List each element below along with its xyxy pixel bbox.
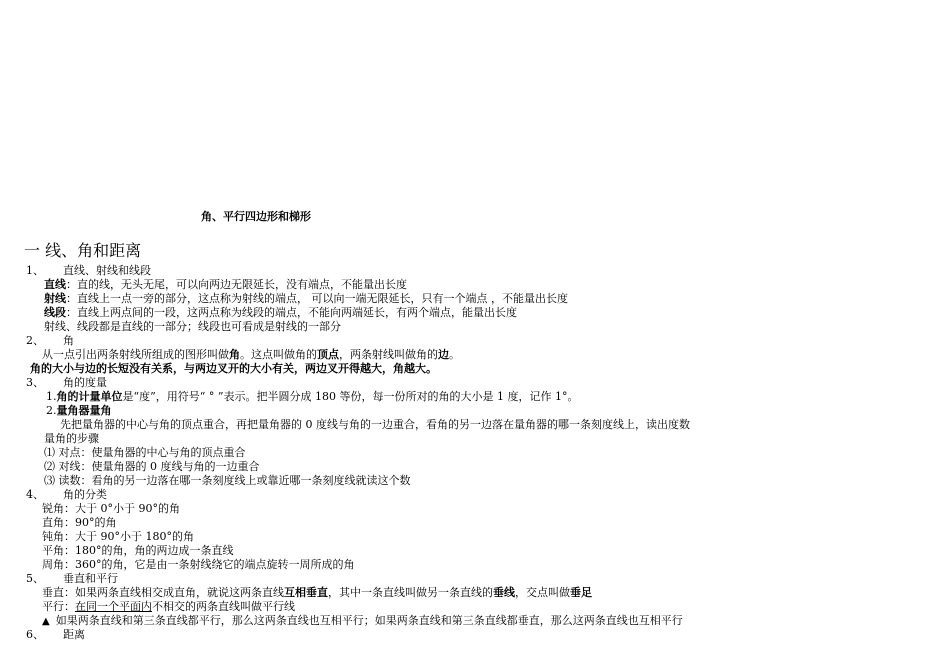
- underlined-text: 在同一个平面内: [75, 600, 152, 613]
- text: 不相交的两条直线叫做平行线: [152, 600, 295, 613]
- item-heading: 距离: [63, 628, 85, 641]
- text: 平行：: [42, 600, 75, 613]
- line-definition: [44, 278, 407, 292]
- term: 垂足: [570, 586, 592, 599]
- item-number: 3、: [26, 376, 44, 389]
- item-number: 6、: [26, 628, 44, 641]
- paragraph-text: 先把量角器的中心与角的顶点重合，再把量角器的 0 度线与角的一边重合，看角的另一边落在量角器的哪一条刻度线上，读出度数: [60, 418, 690, 431]
- bold-rule: 角的大小与边的长短没有关系，与两边叉开的大小有关，两边叉开得越大，角越大。: [30, 362, 437, 375]
- text: ，交点叫做: [515, 586, 570, 599]
- list-item: 锐角：大于 0°小于 90°的角: [42, 502, 180, 515]
- sub-number: 1.: [46, 390, 57, 403]
- parallel-rule: [42, 614, 683, 628]
- item-number: 5、: [26, 572, 44, 585]
- step-item: ⑵ 对线：使量角器的 0 度线与角的一边重合: [44, 460, 260, 473]
- item-heading: 直线、射线和线段: [63, 264, 151, 277]
- definition: ：直线上两点间的一段，这两点称为线段的端点，不能向两端延长，有两个端点，能量出长度: [66, 306, 517, 319]
- text: 从一点引出两条射线所组成的图形叫做: [42, 348, 229, 361]
- term: 角: [229, 348, 240, 361]
- definition: ：直线上一点一旁的部分，这点称为射线的端点， 可以向一端无限延长，只有一个端点 ，不能量出长度: [66, 292, 568, 305]
- term: 边: [438, 348, 449, 361]
- sub-number: 2.: [46, 404, 57, 417]
- section-heading: 一 线、角和距离: [24, 241, 142, 260]
- term: 直线: [44, 278, 66, 291]
- step-item: ⑴ 对点：使量角器的中心与角的顶点重合: [44, 446, 246, 459]
- paragraph-text: 量角的步骤: [44, 432, 99, 445]
- term: 射线: [44, 292, 66, 305]
- perpendicular-definition: [42, 586, 592, 600]
- text: 如果两条直线和第三条直线都平行，那么这两条直线也互相平行；如果两条直线和第三条直线都垂直，那么这两条直线也互相平行: [55, 614, 683, 627]
- unit-line: [46, 390, 578, 404]
- text: ，两条射线叫做角的: [339, 348, 438, 361]
- item-heading: 角的度量: [63, 376, 107, 389]
- text: ，其中一条直线叫做另一条直线的: [328, 586, 493, 599]
- angle-definition: [42, 348, 460, 362]
- definition: ：直的线，无头无尾，可以向两边无限延长，没有端点，不能量出长度: [66, 278, 407, 291]
- item-heading: 垂直和平行: [63, 572, 118, 585]
- step-item: ⑶ 读数：看角的另一边落在哪一条刻度线上或靠近哪一条刻度线就读这个数: [44, 474, 411, 487]
- list-item: 平角：180°的角，角的两边成一条直线: [42, 544, 234, 557]
- text: 。这点叫做角的: [240, 348, 317, 361]
- term: 互相垂直: [284, 586, 328, 599]
- paragraph-text: 射线、线段都是直线的一部分；线段也可看成是射线的一部分: [44, 320, 341, 333]
- term: 量角器量角: [56, 404, 112, 417]
- text: 垂直：如果两条直线相交成直角，就说这两条直线: [42, 586, 284, 599]
- segment-definition: [44, 306, 517, 320]
- protractor-heading: [46, 404, 112, 418]
- term: 垂线: [493, 586, 515, 599]
- parallel-definition: [42, 600, 295, 614]
- term: 线段: [44, 306, 66, 319]
- list-item: 周角：360°的角，它是由一条射线绕它的端点旋转一周所成的角: [42, 558, 355, 571]
- term: 顶点: [317, 348, 339, 361]
- term: 角的计量单位: [56, 390, 123, 403]
- item-heading: 角的分类: [63, 488, 107, 501]
- triangle-bullet-icon: ▲: [42, 616, 50, 627]
- list-item: 直角：90°的角: [42, 516, 117, 529]
- item-number: 4、: [26, 488, 44, 501]
- document-title: 角、平行四边形和梯形: [201, 210, 311, 223]
- text: 。: [449, 348, 460, 361]
- list-item: 钝角：大于 90°小于 180°的角: [42, 530, 194, 543]
- item-heading: 角: [63, 334, 74, 347]
- ray-definition: [44, 292, 568, 306]
- item-number: 2、: [26, 334, 44, 347]
- text: 是“度”，用符号“ ° ”表示。把半圆分成 180 等份，每一份所对的角的大小是 1 度，记作 1°。: [122, 390, 579, 403]
- item-number: 1、: [26, 264, 44, 277]
